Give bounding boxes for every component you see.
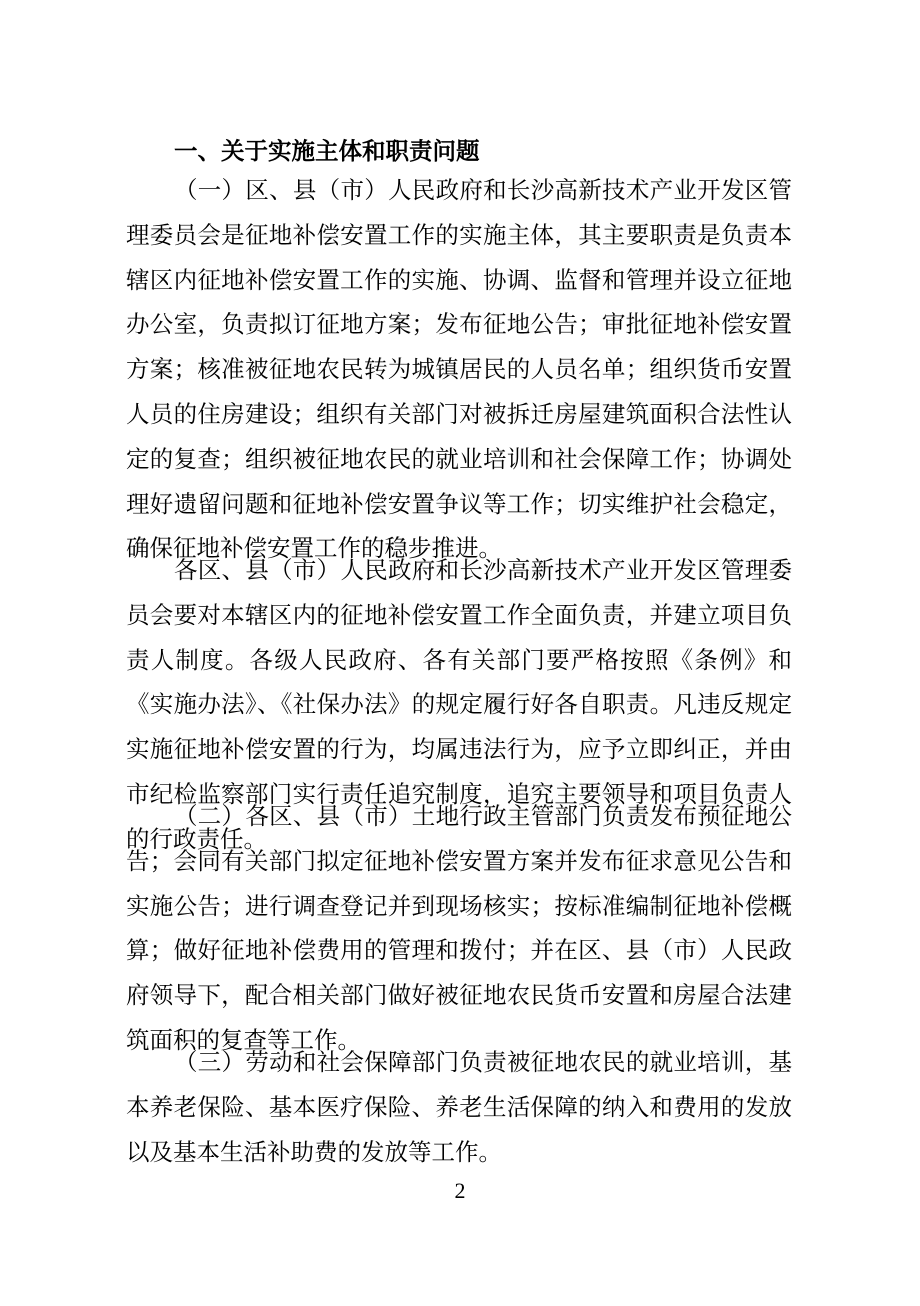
section-heading: 一、关于实施主体和职责问题 — [174, 137, 480, 165]
page-number: 2 — [454, 1178, 466, 1203]
paragraph-responsibility-system: 各区、县（市）人民政府和长沙高新技术产业开发区管理委员会要对本辖区内的征地补偿安置工作全面负责，并建立项目负责人制度。各级人民政府、各有关部门要严格按照《条例》和《实施办法》、《社保办法》的规定履行好各自职责。凡违反规定实施征地补偿安置的行为，均属违法行为，应予立即纠正，并由市纪检监察部门实行责任追究制度，追究主要领导和项目负责人的行政责任。 — [126, 556, 792, 853]
paragraph-implementing-body: （一）区、县（市）人民政府和长沙高新技术产业开发区管理委员会是征地补偿安置工作的实施主体，其主要职责是负责本辖区内征地补偿安置工作的实施、协调、监督和管理并设立征地办公室，负责拟订征地方案；发布征地公告；审批征地补偿安置方案；核准被征地农民转为城镇居民的人员名单；组织货币安置人员的住房建设；组织有关部门对被拆迁房屋建筑面积合法性认定的复查；组织被征地农民的就业培训和社会保障工作；协调处理好遗留问题和征地补偿安置争议等工作；切实维护社会稳定，确保征地补偿安置工作的稳步推进。 — [126, 176, 792, 563]
paragraph-land-department: （二）各区、县（市）土地行政主管部门负责发布预征地公告；会同有关部门拟定征地补偿安置方案并发布征求意见公告和实施公告；进行调查登记并到现场核实；按标准编制征地补偿概算；做好征地补偿费用的管理和拨付；并在区、县（市）人民政府领导下，配合相关部门做好被征地农民货币安置和房屋合法建筑面积的复查等工作。 — [126, 802, 792, 1054]
paragraph-labor-department: （三）劳动和社会保障部门负责被征地农民的就业培训，基本养老保险、基本医疗保险、养老生活保障的纳入和费用的发放以及基本生活补助费的发放等工作。 — [126, 1048, 792, 1166]
